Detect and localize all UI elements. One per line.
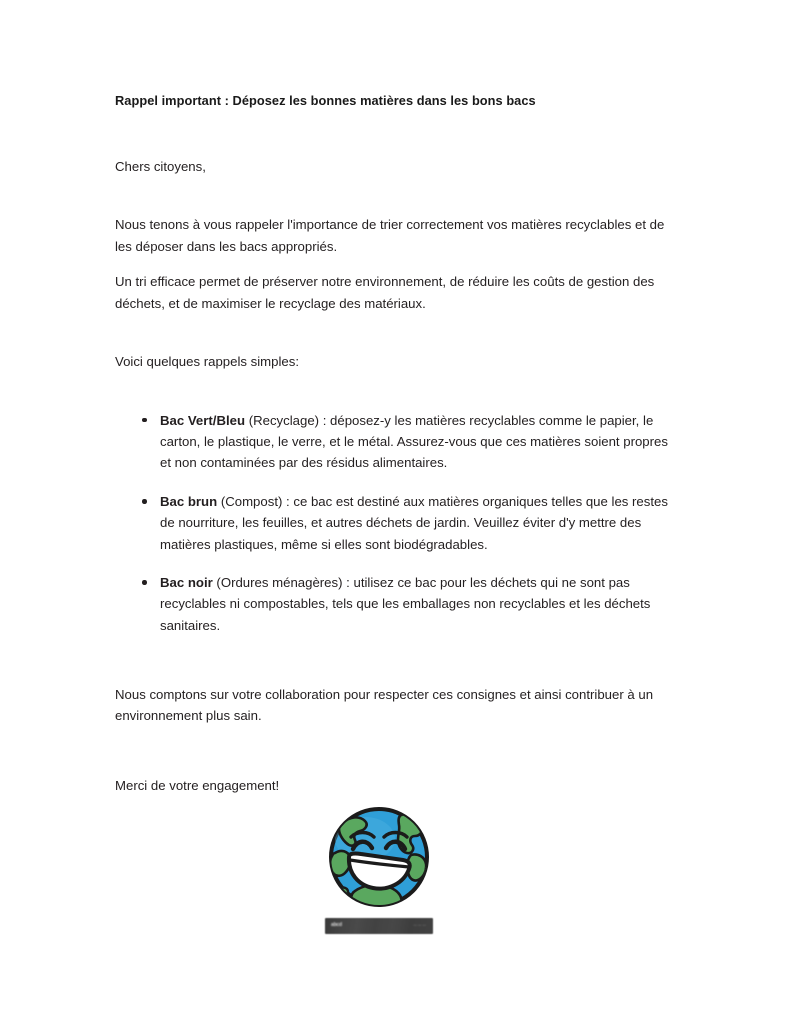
list-lead-in: Voici quelques rappels simples: [115, 353, 299, 369]
bin-label: Bac noir [160, 574, 213, 590]
closing-paragraph: Nous comptons sur votre collaboration pour respecter ces consignes et ainsi contribuer à un environnement plus sain. [115, 687, 654, 724]
smiling-earth-icon [325, 803, 433, 911]
spacer [115, 314, 677, 352]
thanks-paragraph: Merci de votre engagement! [115, 777, 280, 793]
caption-right-text: — — — [413, 923, 426, 927]
bin-description: (Compost) : ce bac est destiné aux matières organiques telles que les restes de nourriture, les feuilles, et autres déchets de jardin. Veuillez éviter d'y mettre des matières plastiques, même si elles sont biodégradables. [160, 493, 668, 552]
bin-label: Bac Vert/Bleu [160, 412, 246, 428]
bin-description: (Ordures ménagères) : utilisez ce bac pour les déchets qui ne sont pas recyclables ni compostables, tels que les emballages non recyclables et les déchets sanitaires. [160, 574, 651, 633]
image-caption-bar [325, 918, 433, 934]
intro-paragraph-1: Nous tenons à vous rappeler l'importance de trier correctement vos matières recyclables et de les déposer dans les bacs appropriés. [115, 217, 665, 254]
spacer [115, 109, 677, 157]
list-item [115, 410, 677, 474]
document-body [115, 92, 677, 796]
figure-smiling-earth [325, 803, 435, 934]
bullet-icon [142, 499, 147, 504]
bin-instructions-list [115, 410, 677, 636]
bullet-icon [142, 580, 147, 585]
spacer [115, 727, 677, 775]
salutation: Chers citoyens, [115, 159, 206, 175]
spacer [115, 636, 677, 684]
list-item [115, 491, 677, 555]
bin-label: Bac brun [160, 493, 218, 509]
intro-paragraph-2: Un tri efficace permet de préserver notre environnement, de réduire les coûts de gestion des déchets, et de maximiser le recyclage des matériaux. [115, 274, 655, 311]
spacer [115, 372, 677, 410]
bullet-icon [142, 418, 147, 423]
caption-left-text: abcd [331, 922, 342, 928]
list-item [115, 572, 677, 636]
bin-description: (Recyclage) : déposez-y les matières recyclables comme le papier, le carton, le plastique, le verre, et le métal. Assurez-vous que ces matières soient propres et non contaminées par des résidus alimentaires. [160, 412, 668, 471]
page-title: Rappel important : Déposez les bonnes matières dans les bons bacs [115, 93, 536, 108]
spacer [115, 176, 677, 214]
